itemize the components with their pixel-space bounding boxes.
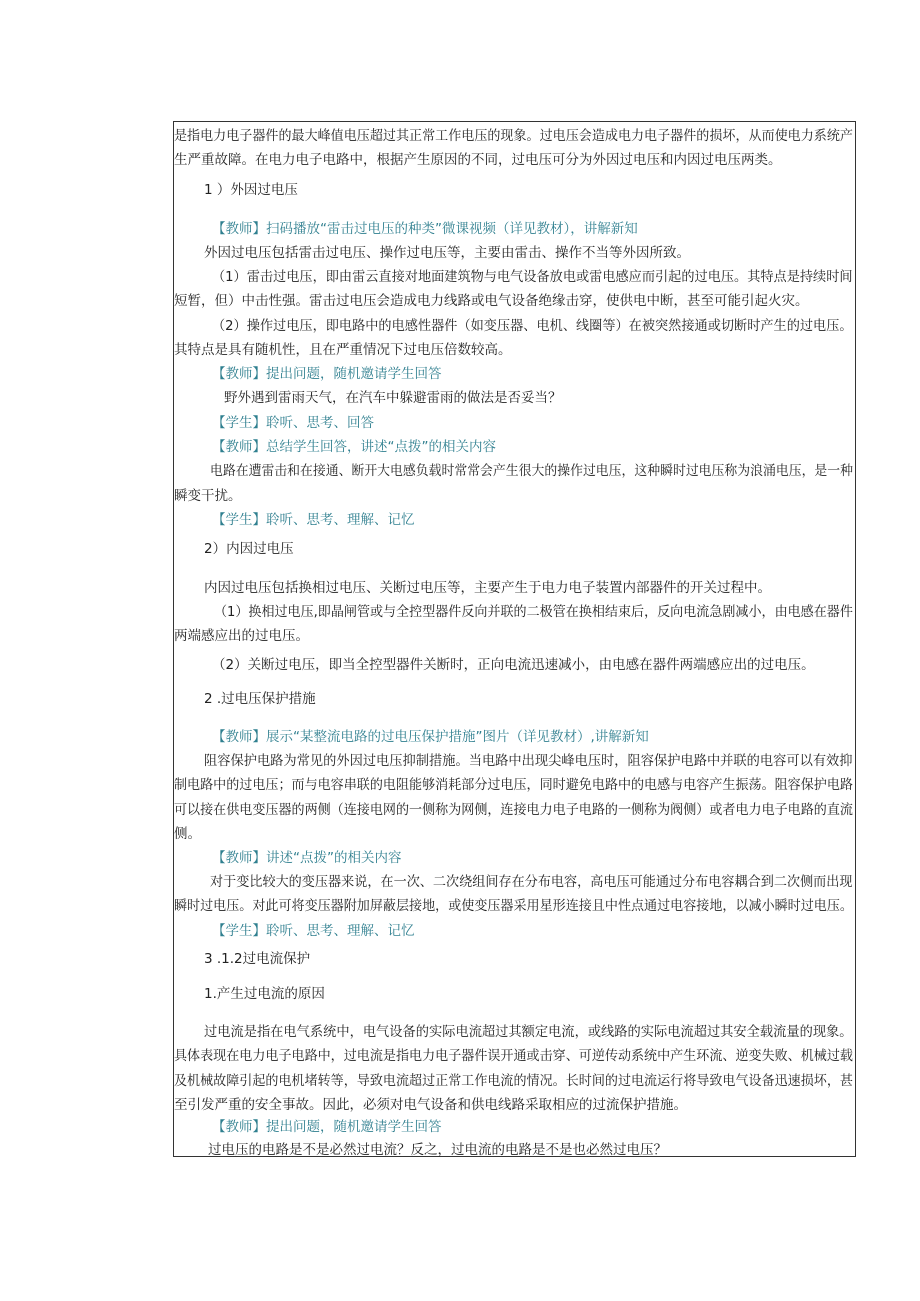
paragraph-line: 短暂，但）中击性强。雷击过电压会造成电力线路或电气设备绝缘击穿，使供电中断，甚至可能引起火灾。 (174, 293, 809, 309)
paragraph-line: 过电流是指在电气系统中，电气设备的实际电流超过其额定电流，或线路的实际电流超过其安全载流量的现象。 (204, 1024, 853, 1040)
teacher-note: 【教师】提出问题，随机邀请学生回答 (212, 366, 442, 382)
document-frame (173, 121, 856, 1157)
paragraph-line: 瞬时过电压。对此可将变压器附加屏蔽层接地，或使变压器采用星形连接且中性点通过电容接地，以减小瞬时过电压。 (174, 898, 853, 914)
paragraph-line: 外因过电压包括雷击过电压、操作过电压等，主要由雷击、操作不当等外因所致。 (204, 245, 690, 261)
paragraph-line: （1）换相过电压,即晶闸管或与全控型器件反向并联的二极管在换相结束后，反向电流急剧减小，由电感在器件 (214, 604, 853, 620)
section-heading: 3 .1.2过电流保护 (204, 951, 311, 967)
paragraph-line: 可以接在供电变压器的两侧（连接电网的一侧称为网侧，连接电力电子电路的一侧称为阀侧）或者电力电子电路的直流 (174, 802, 853, 818)
student-note: 【学生】聆听、思考、回答 (212, 415, 374, 431)
paragraph-line: 侧。 (174, 826, 201, 842)
paragraph-line: （2）关断过电压，即当全控型器件关断时，正向电流迅速减小，由电感在器件两端感应出的过电压。 (212, 657, 815, 673)
paragraph-line: 及机械故障引起的电机堵转等，导致电流超过正常工作电流的情况。长时间的过电流运行将导致电气设备迅速损坏，甚 (174, 1073, 853, 1089)
paragraph-line: 制电路中的过电压；而与电容串联的电阻能够消耗部分过电压，同时避免电路中的电感与电容产生振荡。阻容保护电路 (174, 777, 853, 793)
section-heading: 1 ）外因过电压 (204, 182, 298, 198)
question-text: 野外遇到雷雨天气，在汽车中躲避雷雨的做法是否妥当？ (224, 390, 562, 406)
paragraph-line: 生严重故障。在电力电子电路中，根据产生原因的不同，过电压可分为外因过电压和内因过电压两类。 (174, 152, 782, 168)
section-heading: 2 .过电压保护措施 (204, 691, 316, 707)
paragraph-line: 阻容保护电路为常见的外因过电压抑制措施。当电路中出现尖峰电压时，阻容保护电路中并联的电容可以有效抑 (204, 753, 853, 769)
section-heading: 2）内因过电压 (204, 541, 294, 557)
student-note: 【学生】聆听、思考、理解、记忆 (212, 512, 415, 528)
section-heading: 1.产生过电流的原因 (204, 986, 325, 1002)
paragraph-line: 至引发严重的安全事故。因此，必须对电气设备和供电线路采取相应的过流保护措施。 (174, 1097, 687, 1113)
teacher-note: 【教师】提出问题，随机邀请学生回答 (212, 1119, 442, 1135)
paragraph-line: 对于变比较大的变压器来说，在一次、二次绕组间存在分布电容，高电压可能通过分布电容耦合到二次侧而出现 (210, 874, 853, 890)
paragraph-line: （1）雷击过电压，即由雷云直接对地面建筑物与电气设备放电或雷电感应而引起的过电压。其特点是持续时间 (212, 269, 853, 285)
paragraph-line: 内因过电压包括换相过电压、关断过电压等，主要产生于电力电子装置内部器件的开关过程中。 (204, 580, 771, 596)
student-note: 【学生】聆听、思考、理解、记忆 (212, 923, 415, 939)
paragraph-line: 两端感应出的过电压。 (174, 628, 309, 644)
teacher-note: 【教师】讲述“点拨”的相关内容 (212, 850, 402, 866)
paragraph-line: 是指电力电子器件的最大峰值电压超过其正常工作电压的现象。过电压会造成电力电子器件的损坏，从而使电力系统产 (174, 128, 853, 144)
teacher-note: 【教师】展示“某整流电路的过电压保护措施”图片（详见教材）,讲解新知 (212, 729, 649, 745)
paragraph-line: （2）操作过电压，即电路中的电感性器件（如变压器、电机、线圈等）在被突然接通或切断时产生的过电压。 (212, 318, 853, 334)
paragraph-line: 其特点是具有随机性，且在严重情况下过电压倍数较高。 (174, 342, 512, 358)
teacher-note: 【教师】扫码播放“雷击过电压的种类”微课视频（详见教材），讲解新知 (212, 221, 638, 237)
paragraph-line: 瞬变干扰。 (174, 488, 242, 504)
paragraph-line: 电路在遭雷击和在接通、断开大电感负载时常常会产生很大的操作过电压，这种瞬时过电压称为浪涌电压，是一种 (210, 463, 854, 479)
paragraph-line: 具体表现在电力电子电路中，过电流是指电力电子器件误开通或击穿、可逆传动系统中产生环流、逆变失败、机械过载 (174, 1048, 853, 1064)
teacher-note: 【教师】总结学生回答，讲述“点拨”的相关内容 (212, 439, 496, 455)
question-text: 过电压的电路是不是必然过电流？反之，过电流的电路是不是也必然过电压？ (208, 1142, 667, 1158)
